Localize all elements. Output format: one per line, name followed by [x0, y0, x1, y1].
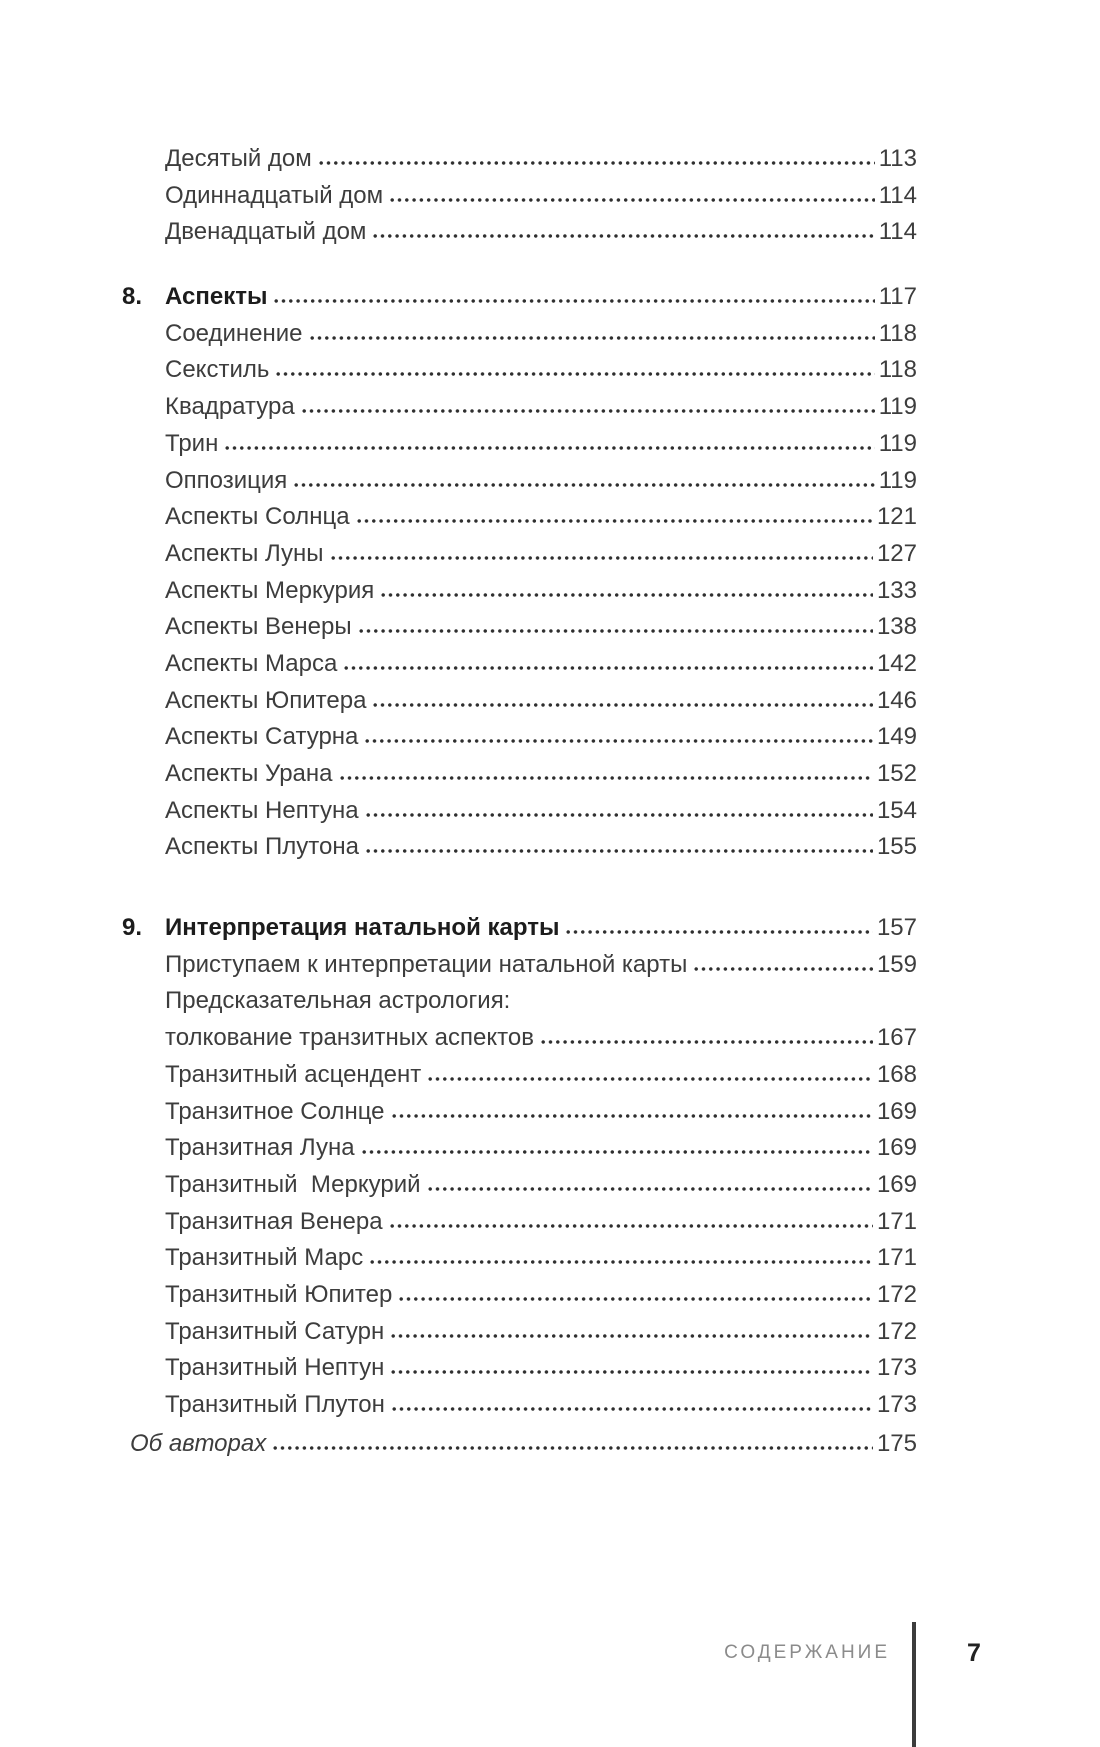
toc-entry — [165, 1167, 917, 1204]
toc-entry-label: Предсказательная астрология: — [165, 987, 511, 1015]
toc-entry — [165, 829, 917, 866]
toc-entry — [165, 1240, 917, 1277]
toc-entry — [165, 756, 917, 793]
toc-entry-page: 149 — [876, 723, 917, 751]
toc-entry — [165, 719, 917, 756]
toc-entry-page: 118 — [878, 319, 917, 347]
toc-entry — [165, 1314, 917, 1351]
toc-entry-label: Транзитное Солнце — [165, 1097, 385, 1125]
toc-entry-page: 113 — [878, 145, 917, 172]
dot-leader — [362, 1149, 873, 1155]
dot-leader — [391, 1333, 873, 1339]
toc-entry-page: 171 — [876, 1244, 917, 1272]
toc — [122, 141, 917, 1462]
toc-entry-label: Аспекты Нептуна — [165, 796, 359, 824]
section-number: 9. — [122, 914, 143, 942]
toc-entry — [165, 463, 917, 500]
dot-leader — [428, 1076, 873, 1082]
toc-entry — [165, 141, 917, 178]
toc-entry-page: 119 — [878, 466, 917, 494]
dot-leader — [294, 482, 874, 488]
toc-entry-label: Оппозиция — [165, 466, 288, 494]
toc-entry-page: 159 — [876, 950, 917, 978]
toc-entry — [165, 389, 917, 426]
dot-leader — [428, 1186, 873, 1192]
toc-entry-page: 127 — [876, 539, 917, 567]
toc-entry-page: 146 — [876, 686, 917, 714]
toc-entry — [165, 214, 917, 251]
toc-entry-label: Аспекты Плутона — [165, 833, 359, 861]
toc-entry-page: 175 — [876, 1429, 917, 1457]
toc-entry-label: Транзитный Плутон — [165, 1391, 385, 1418]
toc-entry — [165, 1387, 917, 1424]
toc-entry-label: Транзитная Венера — [165, 1207, 383, 1235]
toc-group — [130, 1426, 917, 1463]
toc-entry-page: 114 — [878, 218, 917, 246]
toc-entry-page: 114 — [878, 181, 917, 209]
toc-entry-page: 155 — [876, 833, 917, 861]
dot-leader — [694, 966, 873, 972]
dot-leader — [319, 160, 875, 166]
toc-entry — [165, 536, 917, 573]
dot-leader — [331, 555, 873, 561]
toc-entry-page: 118 — [878, 356, 917, 384]
toc-entry — [165, 1094, 917, 1131]
toc-entry-label: Транзитный Нептун — [165, 1354, 385, 1382]
toc-entry-label: Аспекты Урана — [165, 760, 333, 787]
dot-leader — [274, 298, 874, 304]
dot-leader — [225, 445, 874, 451]
dot-leader — [381, 592, 873, 598]
toc-entry — [165, 646, 917, 683]
toc-entry — [165, 316, 917, 353]
toc-entry — [165, 983, 917, 1020]
toc-entry-page: 117 — [878, 283, 917, 311]
dot-leader — [392, 1113, 873, 1119]
toc-entry — [165, 1057, 917, 1094]
toc-group — [165, 141, 917, 251]
dot-leader — [390, 1223, 873, 1229]
toc-entry — [165, 573, 917, 610]
toc-entry — [165, 1350, 917, 1387]
toc-group — [122, 279, 917, 866]
toc-entry-page: 172 — [876, 1280, 917, 1308]
section-number: 8. — [122, 283, 143, 311]
toc-entry — [165, 947, 917, 984]
toc-entry-label: Аспекты Венеры — [165, 613, 352, 641]
toc-entry-label: Соединение — [165, 319, 303, 347]
toc-entry-label: Аспекты Луны — [165, 539, 324, 567]
dot-leader — [399, 1296, 873, 1302]
dot-leader — [391, 1369, 873, 1375]
dot-leader — [302, 408, 875, 414]
toc-entry — [165, 1020, 917, 1057]
toc-entry — [122, 910, 917, 947]
toc-entry-page: 169 — [876, 1134, 917, 1162]
dot-leader — [541, 1039, 873, 1045]
toc-entry-label: Трин — [165, 429, 219, 457]
toc-entry-page: 169 — [876, 1170, 917, 1198]
dot-leader — [276, 371, 874, 377]
toc-entry-label: Транзитная Луна — [165, 1134, 355, 1162]
dot-leader — [365, 738, 873, 744]
toc-entry-page: 152 — [876, 760, 917, 787]
page-number: 7 — [967, 1639, 981, 1667]
toc-entry — [165, 1130, 917, 1167]
toc-entry-page: 172 — [876, 1317, 917, 1345]
toc-entry-page: 157 — [876, 914, 917, 942]
toc-entry-page: 138 — [876, 613, 917, 641]
dot-leader — [373, 702, 873, 708]
dot-leader — [273, 1445, 873, 1451]
toc-entry-label: Аспекты — [165, 283, 268, 311]
toc-entry-page: 133 — [876, 576, 917, 604]
toc-entry — [165, 1277, 917, 1314]
footer-section-label: СОДЕРЖАНИЕ — [724, 1642, 890, 1663]
toc-entry-label: Аспекты Солнца — [165, 503, 350, 531]
dot-leader — [357, 518, 873, 524]
toc-entry — [165, 683, 917, 720]
dot-leader — [344, 665, 873, 671]
toc-entry-page: 168 — [876, 1060, 917, 1088]
dot-leader — [366, 812, 873, 818]
dot-leader — [340, 775, 873, 781]
toc-entry-label: Приступаем к интерпретации натальной карты — [165, 950, 688, 978]
toc-entry — [165, 1204, 917, 1241]
dot-leader — [392, 1406, 873, 1412]
toc-entry — [165, 793, 917, 830]
toc-entry-label: Двенадцатый дом — [165, 218, 367, 246]
toc-entry-label: Одиннадцатый дом — [165, 181, 384, 209]
dot-leader — [566, 929, 873, 935]
dot-leader — [359, 628, 873, 634]
toc-entry-label: Транзитный асцендент — [165, 1060, 422, 1088]
toc-entry — [165, 178, 917, 215]
toc-entry-page: 119 — [878, 393, 917, 421]
dot-leader — [310, 335, 875, 341]
toc-entry-page: 121 — [876, 503, 917, 531]
footer-divider — [912, 1622, 916, 1747]
toc-entry-page: 173 — [876, 1391, 917, 1418]
toc-entry — [165, 609, 917, 646]
toc-entry-label: Интерпретация натальной карты — [165, 914, 560, 942]
toc-entry-label: Аспекты Юпитера — [165, 686, 367, 714]
toc-entry-label: Аспекты Марса — [165, 649, 338, 677]
toc-entry — [165, 426, 917, 463]
dot-leader — [366, 848, 873, 854]
dot-leader — [390, 197, 875, 203]
toc-entry-label: Десятый дом — [165, 145, 312, 172]
toc-group — [122, 910, 917, 1424]
toc-entry — [122, 279, 917, 316]
dot-leader — [370, 1259, 873, 1265]
toc-entry-label: Транзитный Меркурий — [165, 1170, 421, 1198]
toc-entry-page: 167 — [876, 1024, 917, 1052]
toc-entry-label: Об авторах — [130, 1429, 267, 1457]
toc-entry-page: 154 — [876, 796, 917, 824]
toc-entry-page: 119 — [878, 429, 917, 457]
toc-entry — [130, 1426, 917, 1463]
toc-entry — [165, 352, 917, 389]
toc-entry-page: 169 — [876, 1097, 917, 1125]
toc-entry-label: Секстиль — [165, 356, 270, 384]
toc-entry-label: Транзитный Марс — [165, 1244, 364, 1272]
toc-entry-label: Аспекты Сатурна — [165, 723, 359, 751]
dot-leader — [373, 233, 874, 239]
toc-entry — [165, 499, 917, 536]
toc-entry-label: толкование транзитных аспектов — [165, 1024, 534, 1052]
toc-entry-label: Транзитный Юпитер — [165, 1280, 393, 1308]
toc-entry-label: Квадратура — [165, 393, 295, 421]
toc-entry-page: 171 — [876, 1207, 917, 1235]
toc-entry-page: 173 — [876, 1354, 917, 1382]
toc-entry-label: Аспекты Меркурия — [165, 576, 375, 604]
toc-entry-page: 142 — [876, 649, 917, 677]
toc-entry-label: Транзитный Сатурн — [165, 1317, 385, 1345]
